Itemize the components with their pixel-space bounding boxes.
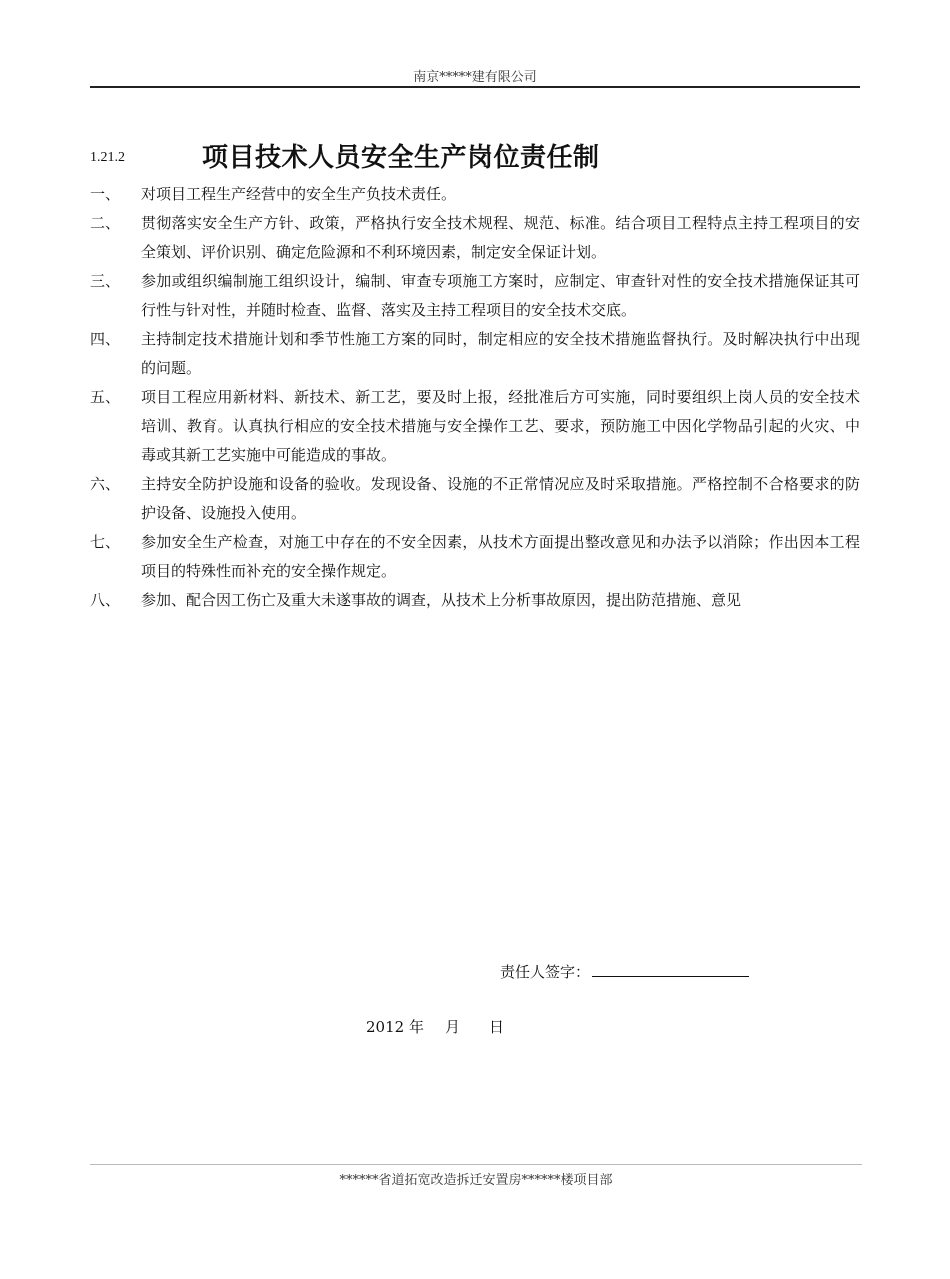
signature-block — [500, 958, 749, 982]
item-text: 贯彻落实安全生产方针、政策，严格执行安全技术规程、规范、标准。结合项目工程特点主持工程项目的安全策划、评价识别、确定危险源和不利环境因素，制定安全保证计划。 — [141, 214, 860, 261]
date-day: 日 — [489, 1018, 505, 1036]
signature-line[interactable] — [592, 958, 749, 977]
list-item — [90, 528, 860, 586]
item-number: 三、 — [90, 272, 121, 290]
item-text: 项目工程应用新材料、新技术、新工艺，要及时上报，经批准后方可实施，同时要组织上岗人员的安全技术培训、教育。认真执行相应的安全技术措施与安全操作工艺、要求，预防施工中因化学物品引起的火灾、中毒或其新工艺实施中可能造成的事故。 — [141, 388, 860, 464]
footer-divider — [90, 1164, 862, 1165]
date-month: 月 — [445, 1018, 461, 1036]
date-block — [366, 1016, 504, 1037]
list-item — [90, 383, 860, 470]
list-item — [90, 586, 860, 615]
page-header: 南京*****建有限公司 — [413, 70, 537, 85]
item-number: 六、 — [90, 475, 121, 493]
item-number: 七、 — [90, 533, 121, 551]
item-number: 八、 — [90, 591, 121, 609]
item-text: 参加或组织编制施工组织设计，编制、审查专项施工方案时，应制定、审查针对性的安全技术措施保证其可行性与针对性，并随时检查、监督、落实及主持工程项目的安全技术交底。 — [141, 272, 860, 319]
list-item — [90, 470, 860, 528]
item-text: 参加安全生产检查，对施工中存在的不安全因素，从技术方面提出整改意见和办法予以消除；作出因本工程项目的特殊性而补充的安全操作规定。 — [141, 533, 860, 580]
date-year: 2012 年 — [366, 1018, 424, 1036]
section-title: 项目技术人员安全生产岗位责任制 — [202, 143, 600, 173]
responsibility-list — [90, 180, 860, 615]
page-footer: ******省道拓宽改造拆迁安置房******楼项目部 — [339, 1173, 613, 1188]
item-number: 四、 — [90, 330, 121, 348]
list-item — [90, 209, 860, 267]
item-text: 对项目工程生产经营中的安全生产负技术责任。 — [141, 185, 457, 203]
header-divider — [90, 86, 860, 88]
item-number: 五、 — [90, 388, 121, 406]
item-number: 一、 — [90, 185, 121, 203]
item-text: 主持制定技术措施计划和季节性施工方案的同时，制定相应的安全技术措施监督执行。及时解决执行中出现的问题。 — [141, 330, 860, 377]
signature-label: 责任人签字： — [500, 963, 591, 981]
list-item — [90, 325, 860, 383]
item-text: 参加、配合因工伤亡及重大未遂事故的调查，从技术上分析事故原因，提出防范措施、意见 — [141, 591, 742, 609]
item-number: 二、 — [90, 214, 121, 232]
list-item — [90, 180, 860, 209]
section-number: 1.21.2 — [90, 150, 125, 165]
item-text: 主持安全防护设施和设备的验收。发现设备、设施的不正常情况应及时采取措施。严格控制不合格要求的防护设备、设施投入使用。 — [141, 475, 860, 522]
list-item — [90, 267, 860, 325]
